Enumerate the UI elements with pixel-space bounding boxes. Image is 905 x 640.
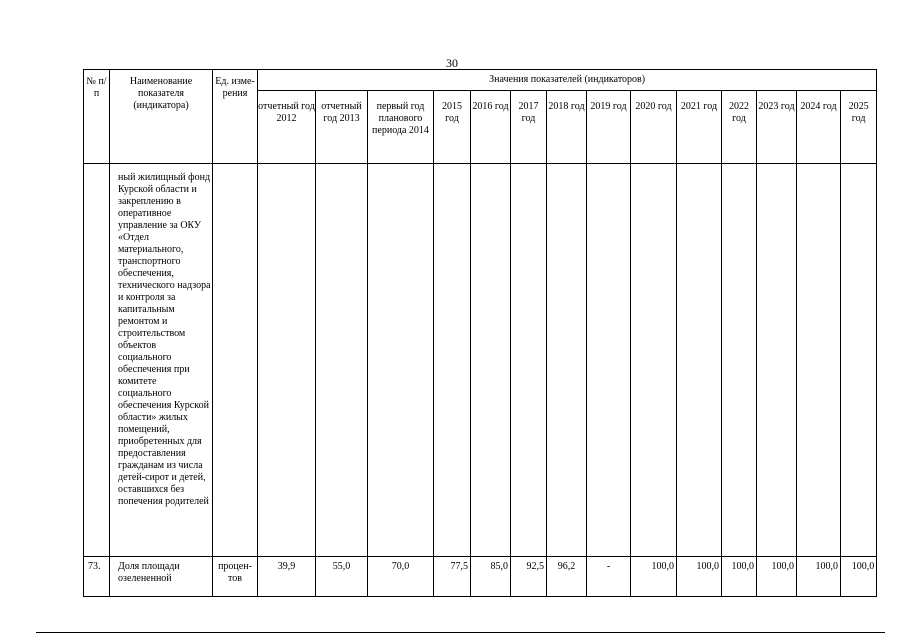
value-cell [677,164,722,557]
table-row [84,557,877,597]
header-year: отчетный год 2012 [258,91,316,164]
header-year: 2023 год [757,91,797,164]
header-name: Наименование показателя (индикатора) [110,70,213,164]
value-cell [434,164,471,557]
value-cell: 100,0 [841,557,877,597]
header-year: 2015 год [434,91,471,164]
value-cell: 92,5 [511,557,547,597]
value-cell [841,164,877,557]
value-cell: 100,0 [757,557,797,597]
value-cell: 96,2 [547,557,587,597]
value-cell: 85,0 [471,557,511,597]
row-unit [213,164,258,557]
value-cell: 39,9 [258,557,316,597]
header-values-group: Значения показателей (индикаторов) [258,70,877,91]
row-unit: процен-тов [213,557,258,597]
header-year: 2021 год [677,91,722,164]
row-num [84,164,110,557]
value-cell: 55,0 [316,557,368,597]
value-cell [511,164,547,557]
value-cell [471,164,511,557]
header-year: 2020 год [631,91,677,164]
value-cell: 100,0 [722,557,757,597]
row-name: ный жилищный фонд Курской области и закреплению в оперативное управление за ОКУ «Отдел материального, транспортного обеспечения, технического надзора и контроля за капитальным ремонтом и строительством объектов социального обеспечения при комитете социального обеспечения Курской области» жилых помещений, приобретенных для предоставления гражданам из числа детей-сирот и детей, оставшихся без попечения родителей [110,164,213,557]
value-cell [258,164,316,557]
value-cell: 70,0 [368,557,434,597]
page-number: 30 [446,56,458,70]
header-year: 2024 год [797,91,841,164]
value-cell: 77,5 [434,557,471,597]
header-unit: Ед. изме-рения [213,70,258,164]
indicators-table [83,69,877,597]
header-year: 2018 год [547,91,587,164]
header-num: № п/п [84,70,110,164]
header-year: 2016 год [471,91,511,164]
row-num: 73. [84,557,110,597]
value-cell: 100,0 [797,557,841,597]
value-cell [722,164,757,557]
value-cell: - [587,557,631,597]
header-year: 2019 год [587,91,631,164]
header-year: первый год планового периода 2014 [368,91,434,164]
value-cell [316,164,368,557]
value-cell: 100,0 [677,557,722,597]
value-cell [368,164,434,557]
table-row [84,164,877,557]
value-cell: 100,0 [631,557,677,597]
value-cell [587,164,631,557]
header-year: 2022 год [722,91,757,164]
row-name: Доля площади озелененной [110,557,213,597]
header-year: отчетный год 2013 [316,91,368,164]
header-year: 2025 год [841,91,877,164]
value-cell [797,164,841,557]
value-cell [631,164,677,557]
value-cell [757,164,797,557]
page-bottom-edge [36,632,885,633]
header-year: 2017 год [511,91,547,164]
value-cell [547,164,587,557]
